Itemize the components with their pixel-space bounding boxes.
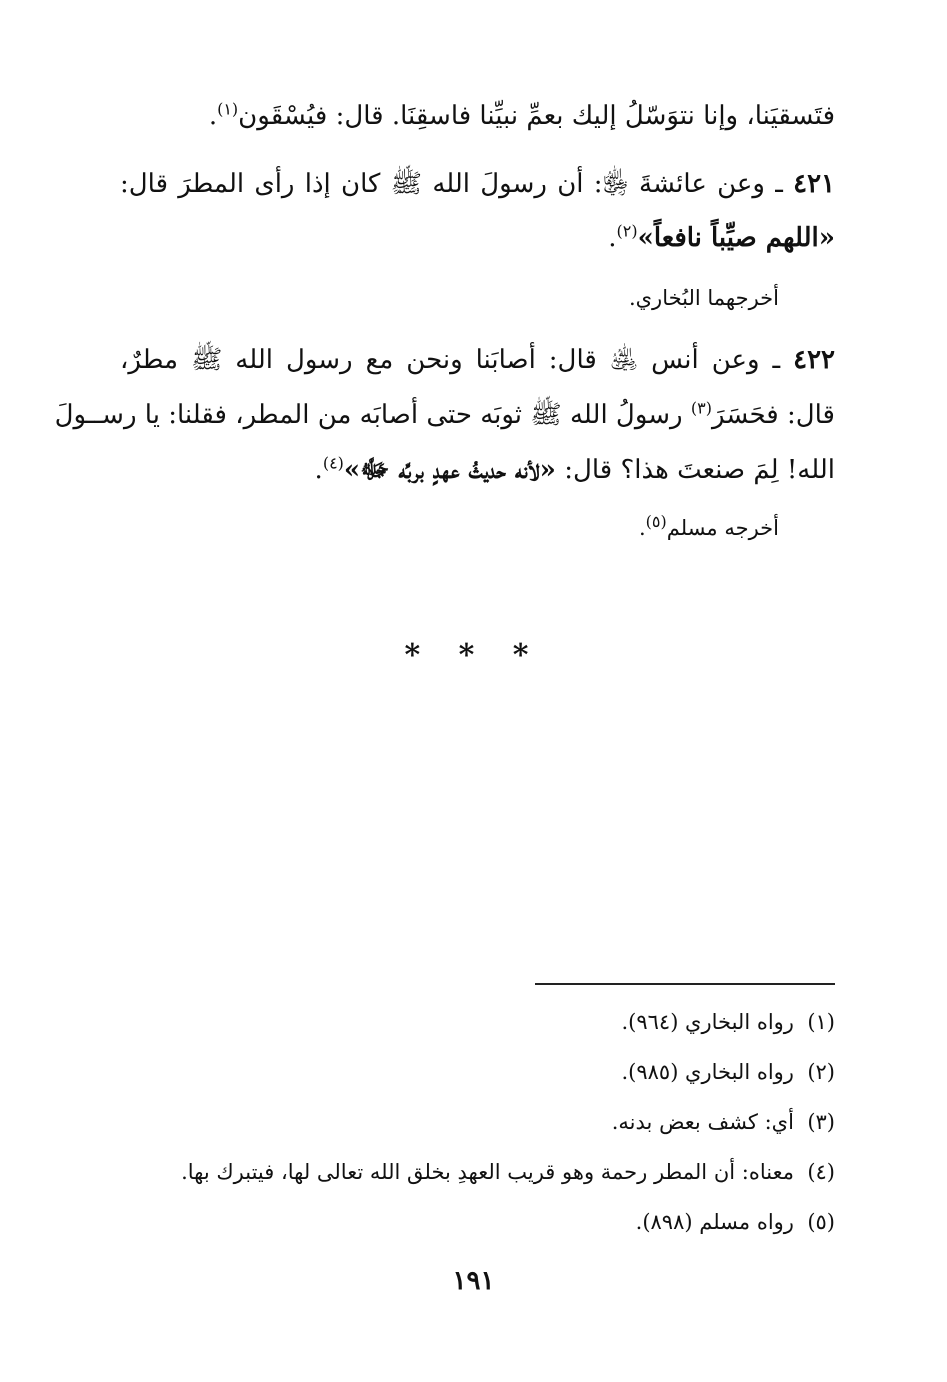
hadith-422-text-2b: رسولُ الله ﷺ ثوبَه حتى أصابَه من المطر، فقلنا: يا رســولَ xyxy=(54,400,683,430)
footnote-text: رواه مسلم (٨٩٨). xyxy=(635,1210,794,1234)
footnote-ref-1: (١) xyxy=(217,99,239,119)
footnote-marker: (١) xyxy=(807,1010,835,1034)
footnote-4 xyxy=(181,1156,835,1188)
footnote-marker: (٣) xyxy=(807,1110,835,1134)
page-number: ١٩١ xyxy=(452,1266,495,1296)
footnote-ref-2: (٢) xyxy=(616,221,638,241)
continuation-line xyxy=(209,96,835,136)
hadith-422-line-1 xyxy=(120,340,835,380)
hadith-422-line-2 xyxy=(54,395,835,435)
hadith-422-source-text: أخرجه مسلم xyxy=(666,516,779,540)
hadith-number-421: ٤٢١ xyxy=(793,169,836,199)
footnote-text: أي: كشف بعض بدنه. xyxy=(611,1110,794,1134)
footnote-marker: (٤) xyxy=(807,1160,835,1184)
continuation-text: فتَسقيَنا، وإنا نتوَسّلُ إليك بعمِّ نبيِّنا فاسقِنَا. قال: فيُسْقَون xyxy=(238,101,835,131)
footnote-ref-3: (٣) xyxy=(690,398,712,418)
hadith-422-text-1: ـ وعن أنس ﵁ قال: أصابَنا ونحن مع رسول الله ﷺ مطرٌ، xyxy=(120,345,781,375)
footnote-ref-5: (٥) xyxy=(645,512,667,531)
period: . xyxy=(608,223,617,253)
hadith-422-line-3 xyxy=(315,450,835,490)
section-separator: * * * xyxy=(404,638,543,673)
footnote-text: معناه: أن المطر رحمة وهو قريب العهدِ بخلق الله تعالى لها، فيتبرك بها. xyxy=(181,1160,794,1184)
period: . xyxy=(638,516,646,540)
hadith-421-source: أخرجهما البُخاري. xyxy=(628,286,779,310)
footnote-2 xyxy=(621,1056,835,1088)
footnote-text: رواه البخاري (٩٨٥). xyxy=(621,1060,794,1084)
footnote-text: رواه البخاري (٩٦٤). xyxy=(621,1010,794,1034)
footnote-5 xyxy=(636,1206,835,1238)
period: . xyxy=(314,455,323,485)
period: . xyxy=(208,101,218,131)
footnote-ref-4: (٤) xyxy=(322,453,344,473)
hadith-number-422: ٤٢٢ xyxy=(793,345,836,375)
footnote-rule xyxy=(535,983,835,985)
hadith-422-text-3: الله! لِمَ صنعتَ هذا؟ قال: xyxy=(564,455,835,485)
hadith-421-text: ـ وعن عائشةَ ﵂: أن رسولَ الله ﷺ كان إذا رأى المطرَ قال: xyxy=(120,169,783,199)
hadith-421-quote: «اللهم صيِّباً نافعاً» xyxy=(637,223,835,253)
footnote-3 xyxy=(612,1106,835,1138)
footnote-marker: (٢) xyxy=(807,1060,835,1084)
footnote-1 xyxy=(621,1006,835,1038)
hadith-421-line-2 xyxy=(608,218,835,258)
hadith-422-source xyxy=(639,508,779,548)
hadith-422-quote: «لأنه حديثُ عهدٍ بربِّه ﷻ» xyxy=(343,455,556,485)
hadith-422-text-2a: قال: فحَسَرَ xyxy=(711,400,835,430)
hadith-421-line-1 xyxy=(120,164,835,204)
footnote-marker: (٥) xyxy=(807,1210,835,1234)
